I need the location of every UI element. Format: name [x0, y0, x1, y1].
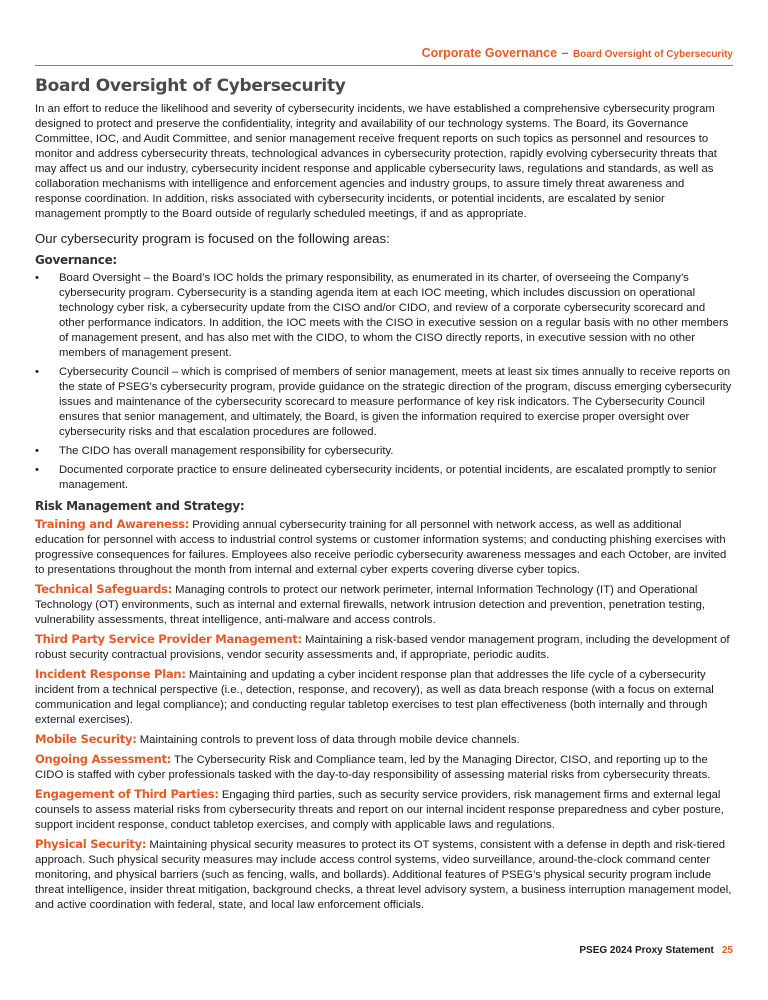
page-number: 25 — [721, 945, 733, 956]
header-section: Corporate Governance — [421, 46, 558, 60]
focus-line: Our cybersecurity program is focused on the following areas: — [35, 231, 390, 246]
list-item-text: The CIDO has overall management responsibility for cybersecurity. — [59, 445, 394, 457]
risk-item-training — [35, 517, 733, 578]
risk-item-label: Engagement of Third Parties: — [35, 787, 219, 801]
footer-doc-title: PSEG 2024 Proxy Statement — [579, 945, 714, 956]
risk-item-label: Mobile Security: — [35, 732, 137, 746]
header-separator: – — [561, 46, 569, 60]
risk-item-text: Maintaining controls to prevent loss of data through mobile device channels. — [139, 734, 520, 746]
page-title: Board Oversight of Cybersecurity — [35, 76, 346, 96]
governance-heading: Governance: — [35, 253, 117, 267]
risk-item-text: Maintaining and updating a cyber incident response plan that addresses the life cycle of a cybersecurity incident from a technical perspective (i.e., detection, response, and recovery), as well as data breach response (with a focus on external communication and legal compliance); and conducting regular tabletop exercises to test plan effectiveness (both internally and through external exercises). — [35, 669, 714, 726]
list-item-text: Board Oversight – the Board’s IOC holds the primary responsibility, as enumerated in its charter, of overseeing the Company’s cybersecurity program. Cybersecurity is a standing agenda item at each IOC meeting, which includes discussion on operational technology cyber risk, a cybersecurity update from the CISO and/or CIDO, and review of a corporate cybersecurity scorecard and other performance indicators. In addition, the IOC meets with the CISO in executive session on a regular basis with no other members of management present, and has also met with the CIDO, to whom the CISO directly reports, in executive session with no other members of management present. — [59, 272, 729, 359]
risk-item-label: Third Party Service Provider Management: — [35, 632, 302, 646]
risk-item-text: Maintaining physical security measures to protect its OT systems, consistent with a defense in depth and risk-tiered approach. Such physical security measures may include access control systems, video surveillance, around-the-clock command center monitoring, and physical barriers (such as fencing, walls, and bollards). Additional features of PSEG’s physical security program include threat intelligence, insider threat mitigation, background checks, a threat level advisory system, a business interruption management model, and active coordination with federal, state, and local law enforcement officials. — [35, 839, 732, 911]
bullet-icon: • — [35, 445, 39, 457]
risk-item-label: Physical Security: — [35, 837, 147, 851]
intro-paragraph: In an effort to reduce the likelihood and severity of cybersecurity incidents, we have established a comprehensive cybersecurity program designed to protect and preserve the confidentiality, integrity and availability of our technology systems. The Board, its Governance Committee, IOC, and Audit Committee, and senior management receive frequent reports on such topics as personnel and resources to monitor and address cybersecurity threats, technological advances in cybersecurity protection, rapidly evolving cybersecurity threats that may affect us and our industry, cybersecurity incident response and applicable cybersecurity laws, regulations and standards, as well as collaboration mechanisms with intelligence and enforcement agencies and industry groups, to assure timely threat awareness and response coordination. In addition, risks associated with cybersecurity incidents, or potential incidents, are escalated by senior management promptly to the Board outside of regularly scheduled meetings, if and as appropriate. — [35, 103, 717, 220]
risk-item-text: Providing annual cybersecurity training for all personnel with network access, as well as additional education for personnel with access to industrial control systems or customer information systems; and conducting phishing exercises with progressive consequences for failures. Employees also receive periodic cybersecurity awareness messages and each October, are invited to presentations throughout the month from internal and external cyber experts covering diverse cyber topics. — [35, 519, 727, 576]
risk-item-engagement — [35, 787, 733, 833]
bullet-icon: • — [35, 366, 39, 378]
risk-item-text: Maintaining a risk-based vendor management program, including the development of robust security contractual provisions, vendor security assessments and, if appropriate, periodic audits. — [35, 634, 730, 661]
risk-heading: Risk Management and Strategy: — [35, 499, 245, 513]
header-subsection: Board Oversight of Cybersecurity — [572, 49, 733, 60]
bullet-icon: • — [35, 464, 39, 476]
risk-item-text: Engaging third parties, such as security service providers, risk management firms and external legal counsels to assess material risks from cybersecurity threats and report on our internal incident response preparedness and cyber posture, support incident response, conduct tabletop exercises, and comply with applicable laws and regulations. — [35, 789, 724, 831]
risk-item-text: Managing controls to protect our network perimeter, internal Information Technology (IT) and Operational Technology (OT) environments, such as internal and external firewalls, network intrusion detection and prevention, penetration testing, vulnerability assessments, threat intelligence, anti-malware and access controls. — [35, 584, 706, 626]
risk-item-text: The Cybersecurity Risk and Compliance team, led by the Managing Director, CISO, and reporting up to the CIDO is staffed with cyber professionals tasked with the day-to-day responsibility of assessing material risks from cybersecurity threats. — [35, 754, 711, 781]
list-item-text: Documented corporate practice to ensure delineated cybersecurity incidents, or potential incidents, are escalated promptly to senior management. — [59, 464, 717, 491]
risk-item-physical — [35, 837, 733, 913]
risk-item-label: Incident Response Plan: — [35, 667, 186, 681]
governance-list — [35, 271, 733, 493]
risk-item-incident — [35, 667, 733, 728]
main-content — [35, 76, 733, 917]
page-footer — [579, 945, 733, 956]
risk-item-label: Ongoing Assessment: — [35, 752, 172, 766]
page-header — [35, 44, 733, 66]
list-item — [35, 463, 733, 493]
list-item — [35, 271, 733, 361]
bullet-icon: • — [35, 272, 39, 284]
risk-item-technical — [35, 582, 733, 628]
risk-item-mobile — [35, 732, 733, 748]
list-item — [35, 444, 733, 459]
risk-item-label: Technical Safeguards: — [35, 582, 173, 596]
risk-item-label: Training and Awareness: — [35, 517, 190, 531]
risk-item-ongoing — [35, 752, 733, 783]
list-item — [35, 365, 733, 440]
risk-item-third-party — [35, 632, 733, 663]
list-item-text: Cybersecurity Council – which is comprised of members of senior management, meets at least six times annually to receive reports on the state of PSEG’s cybersecurity program, provide guidance on the strategic direction of the program, discuss emerging cybersecurity issues and maintenance of the cybersecurity scorecard to measure performance of key risk indicators. The Cybersecurity Council ensures that senior management, and ultimately, the Board, is given the information required to exercise proper oversight over cybersecurity risks and that escalation procedures are followed. — [59, 366, 732, 438]
